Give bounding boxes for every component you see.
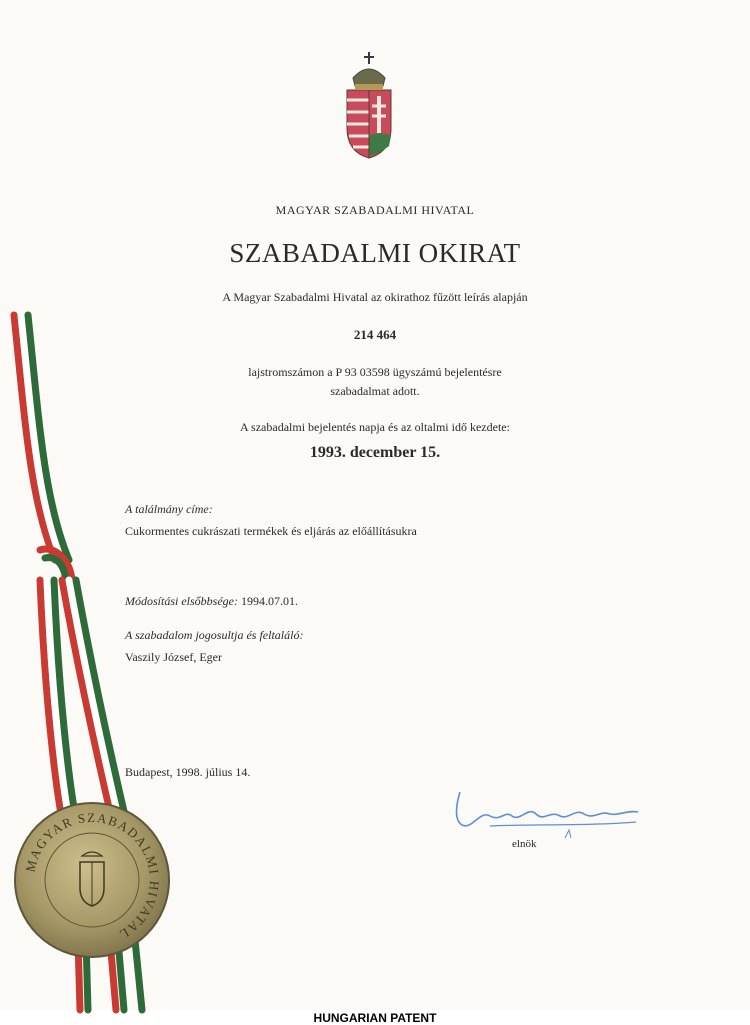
owner-value: Vaszily József, Eger [125, 650, 222, 664]
signature-icon [450, 780, 650, 840]
seal-text: MAGYAR SZABADALMI HIVATAL [22, 809, 163, 943]
registration-line-2: szabadalmat adott. [330, 384, 420, 398]
document-title: SZABADALMI OKIRAT [229, 238, 521, 268]
filing-statement: A szabadalmi bejelentés napja és az oltalmi idő kezdete: [240, 420, 510, 434]
intro-text: A Magyar Szabadalmi Hivatal az okirathoz fűzött leírás alapján [222, 290, 528, 304]
priority-line [125, 594, 298, 609]
signatory-role: elnök [512, 838, 537, 850]
invention-title-value: Cukormentes cukrászati termékek és eljárás az előállításukra [125, 524, 417, 538]
registration-line-1: lajstromszámon a P 93 03598 ügyszámú bejelentésre [248, 365, 502, 379]
priority-label: Módosítási elsőbbsége: [125, 594, 238, 608]
official-seal [12, 800, 172, 960]
filing-date: 1993. december 15. [309, 444, 441, 461]
coat-of-arms-icon [343, 50, 399, 162]
priority-value: 1994.07.01. [241, 594, 298, 608]
owner-label: A szabadalom jogosultja és feltaláló: [125, 628, 304, 642]
place-and-date: Budapest, 1998. július 14. [125, 765, 251, 779]
issuer-heading: MAGYAR SZABADALMI HIVATAL [275, 203, 475, 217]
caption: HUNGARIAN PATENT [313, 1011, 437, 1025]
register-number: 214 464 [353, 327, 397, 342]
invention-title-label: A találmány címe: [125, 502, 213, 516]
